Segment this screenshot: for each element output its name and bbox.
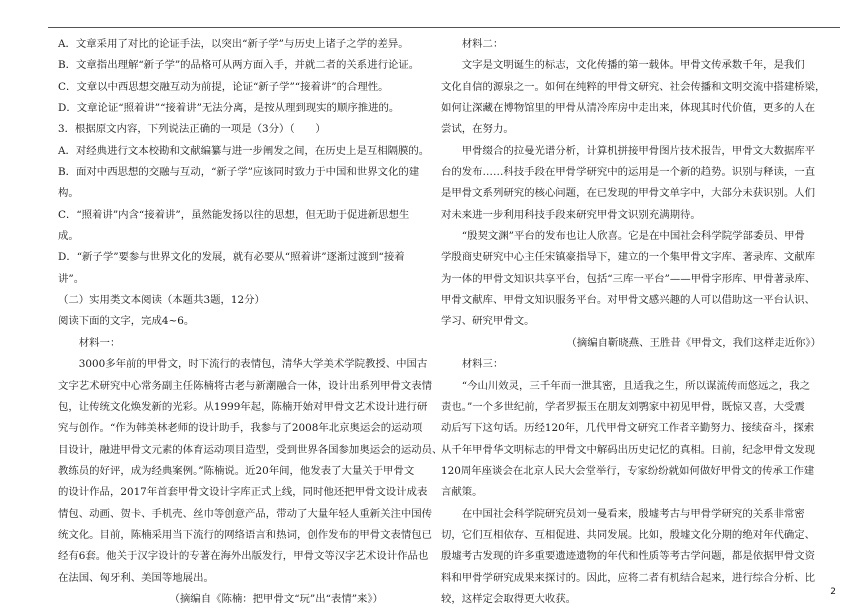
text-line: 在中国社会科学院研究员刘一曼看来，殷墟考古与甲骨学研究的关系非常密 [441,507,805,520]
text-line: “今山川效灵，三千年而一泄其密，且适我之生，所以谋流传而悠远之，我之 [441,379,810,392]
text-line: 学习、研究甲骨文。 [441,315,535,328]
text-line: D．文章论证“照着讲”“接着讲”无法分离，是按从理到现实的顺序推进的。 [58,102,400,115]
text-line: B．面对中西思想的交融与互动，“新子学”应该同时致力于中国和世界文化的建 [58,166,420,179]
section-heading: （二）实用类文本阅读（本题共3题，12分） [58,294,265,307]
text-line: B．文章指出理解“新子学”的品格可从两方面入手，并就二者的关系进行论证。 [58,59,420,72]
text-line: 讲”。 [58,272,85,285]
material-heading: 材料一： [58,336,121,349]
text-line: “殷契文渊”平台的发布也让人欣喜。它是在中国社会科学院学部委员、甲骨 [441,230,805,243]
text-line: 文字是文明诞生的标志，文化传播的第一载体。甲骨文传承数千年，是我们 [441,59,805,72]
text-line: C．文章以中西思想交融互动为前提，论证“新子学”“接着讲”的合理性。 [58,80,389,93]
material-heading: 材料三： [441,358,504,371]
right-column [441,34,826,610]
text-line: 120周年座谈会在北京人民大会堂举行，专家纷纷就如何做好甲骨文的传承工作建 [441,464,815,477]
text-line: 甲骨缀合的拉曼光谱分析，计算机拼接甲骨图片技术报告，甲骨文大数据库平 [441,144,816,157]
text-line: 经有6套。他关于汉字设计的专著在海外出版发行，甲骨文等汉字艺术设计作品也 [58,550,429,563]
text-line: 3000多年前的甲骨文，时下流行的表情包，清华大学美术学院教授、中国古 [58,358,428,371]
text-line: 的设计作品，2017年首套甲骨文设计字库正式上线，同时他还把甲骨文设计成表 [58,486,428,499]
instruction: 阅读下面的文字，完成4~6。 [58,315,195,328]
text-line: 殷墟考古发现的许多重要遗迹遗物的年代和性质等考古学问题，都是依据甲骨文资 [441,550,816,563]
text-line: 成。 [58,230,79,243]
text-line: A．对经典进行文本校勘和文献编纂与进一步阐发之间，在历史上是互相隔膜的。 [58,144,430,157]
text-line: A．文章采用了对比的论证手法，以突出“新子学”与历史上诸子之学的差异。 [58,38,409,50]
source-citation: （摘编自《陈楠：把甲骨文“玩”出“表情”来》） [169,592,383,605]
text-line: 教练员的好评，成为经典案例。”陈楠说。近20年间，他发表了大量关于甲骨文 [58,464,415,477]
text-line: 包，让传统文化焕发新的光彩。从1999年起，陈楠开始对甲骨文艺术设计进行研 [58,400,428,413]
material-heading: 材料二： [441,38,504,50]
text-line: 文化自信的源泉之一。如何在纯粹的甲骨文研究、社会传播和文明交流中搭建桥梁， [441,80,826,93]
text-line: 动后写下这句话。历经120年，几代甲骨文研究工作者辛勤努力、接续奋斗，探索 [441,422,815,435]
text-line: 料和甲骨学研究成果来探讨的。因此，应将二者有机结合起来，进行综合分析、比 [441,571,816,584]
text-line: D．“新子学”要参与世界文化的发展，就有必要从“照着讲”逐渐过渡到“接着 [58,251,405,264]
text-line: C．“照着讲”内含“接着讲”，虽然能发扬以往的思想，但无助于促进新思想生 [58,208,410,221]
text-line: 构。 [58,187,79,200]
text-line: 目设计，融进甲骨文元素的体育运动项目造型，受到世界各国参加奥运会的运动员、 [58,443,443,456]
left-column [58,34,443,610]
text-line: 统文化。目前，陈楠采用当下流行的网络语言和热词，创作发布的甲骨文表情包已 [58,528,433,541]
text-line: 言献策。 [441,486,483,499]
text-line: 对未来进一步利用科技手段来研究甲骨文识别充满期待。 [441,208,701,221]
text-line: 尝试，在努力。 [441,123,514,136]
text-line: 切，它们互相依存、互相促进、共同发展。比如，殷墟文化分期的绝对年代确定、 [441,528,816,541]
text-line: 究与创作。“作为韩美林老师的设计助手，我参与了2008年北京奥运会的运动项 [58,422,423,435]
text-line: 较，这样定会取得更大收获。 [441,592,577,605]
text-line: 文字艺术研究中心常务副主任陈楠将古老与新潮融合一体，设计出系列甲骨文表情 [58,379,433,392]
text-line: 在法国、匈牙利、美国等地展出。 [58,571,214,584]
top-rule [48,27,840,28]
page-number: 2 [830,587,836,597]
text-line: 学殷商史研究中心主任宋镇豪指导下，建立的一个集甲骨文字库、著录库、文献库 [441,251,816,264]
text-line: 从千年甲骨华文明标志的甲骨文中解码出历史记忆的真相。日前，纪念甲骨文发现 [441,443,816,456]
text-line: 情包、动画、贺卡、手机壳、丝巾等创意产品，带动了大量年轻人重新关注中国传 [58,507,433,520]
text-line: 如何让深藏在博物馆里的甲骨从清冷库房中走出来，体现其时代价值，更多的人在 [441,102,816,115]
source-citation: （摘编自靳晓燕、王胜昔《甲骨文，我们这样走近你》） [566,336,821,349]
question-stem: 3．根据原文内容，下列说法正确的一项是（3分）（ ） [58,123,326,136]
text-line: 责也。”一个多世纪前，学者罗振玉在朋友刘鹗家中初见甲骨，既惊又喜，大受震 [441,400,805,413]
text-line: 台的发布……科技手段在甲骨学研究中的运用是一个新的趋势。识别与释读，一直 [441,166,816,179]
text-line: 甲骨文献库、甲骨文知识服务平台。对甲骨文感兴趣的人可以借助这一平台认识、 [441,294,816,307]
text-line: 为一体的甲骨文知识共享平台，包括“三库一平台”——甲骨字形库、甲骨著录库、 [441,272,816,285]
text-line: 是甲骨文系列研究的核心问题，在已发现的甲骨文单字中，大部分未获识别。人们 [441,187,816,200]
